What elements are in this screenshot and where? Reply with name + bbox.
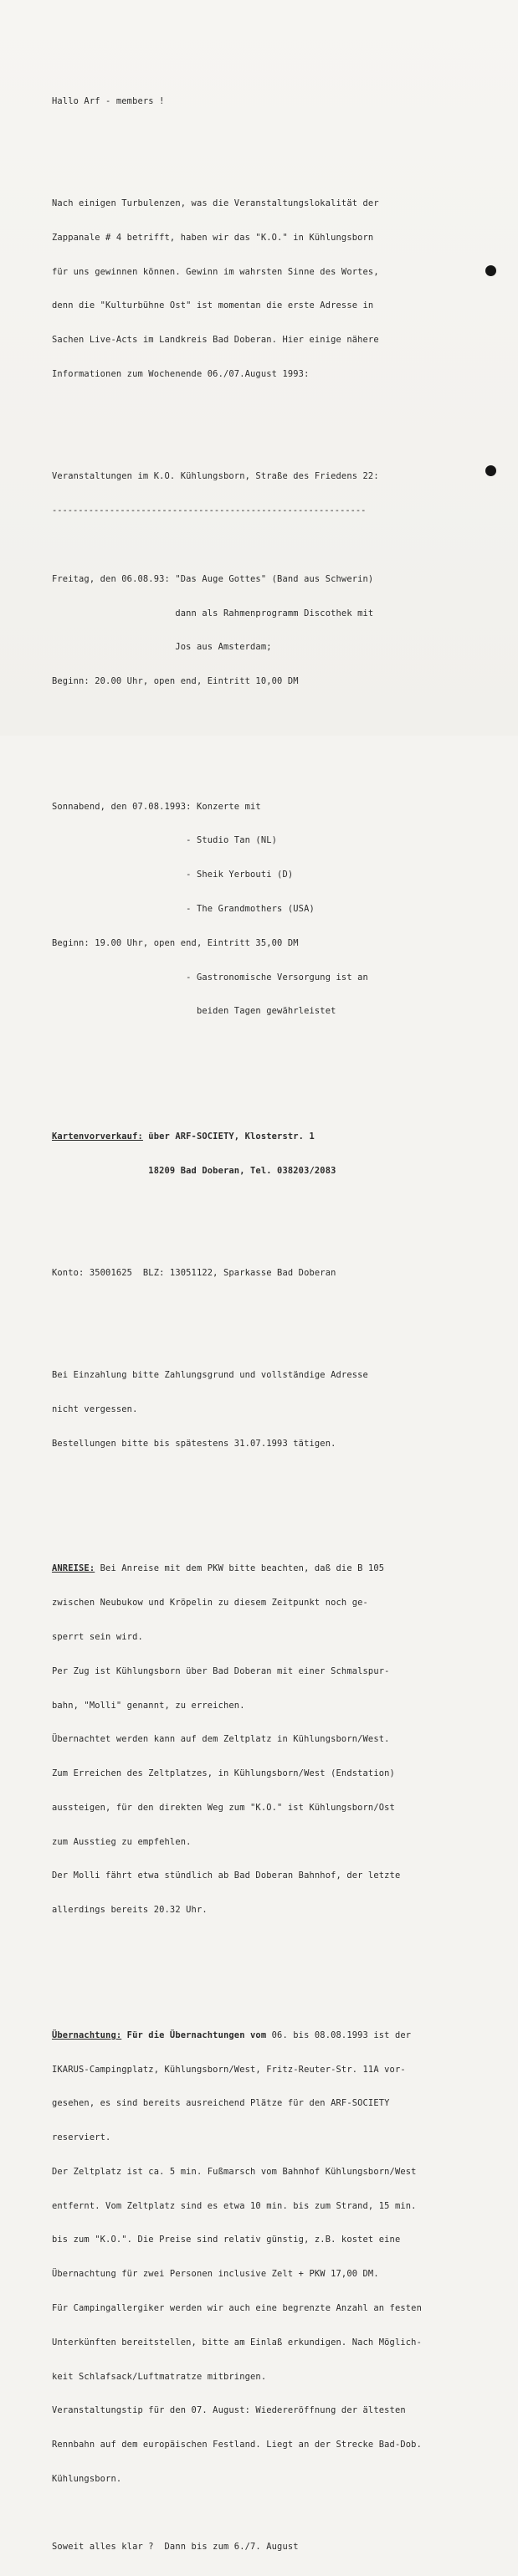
venue-line: Veranstaltungen im K.O. Kühlungsborn, Straße des Friedens 22: bbox=[52, 471, 379, 482]
uebernachtung-section: Übernachtung: Für die Übernachtungen vom 06. bis 08.08.1993 ist der IKARUS-Campingplatz, Kühlungsborn/West, Fritz-Reuter-Str. 11A vor- gesehen, es sind bereits ausreichend Plätze für den ARF-SOCIETY reserviert. Der Zeltplatz ist ca. 5 min. Fußmarsch vom Bahnhof Kühlungsborn/West entfernt. Vom Zeltplatz sind es etwa 10 min. bis zum Strand, 15 min. bis zum "K.O.". Die Preise sind relativ günstig, z.B. kostet eine Übernachtung für zwei Personen inclusive Zelt + PKW 17,00 DM. Für Campingallergiker werden wir auch eine begrenzte Anzahl an festen Unterkünften bereitstellen, bitte am Einlaß erkundigen. Nach Möglich- keit Schlafsack/Luftmatratze mitbringen. Veranstaltungstip für den 07. August: Wiedereröffnung der ältesten Rennbahn auf dem europäischen Festland. Liegt an der Strecke Bad-Dob. Kühlungsborn. bbox=[52, 2029, 422, 2484]
separator-line: ------------------------------------------------------------ bbox=[52, 505, 367, 516]
ticket-presale: Kartenvorverkauf: über ARF-SOCIETY, Klosterstr. 1 18209 Bad Doberan, Tel. 038203/2083 bbox=[52, 1131, 336, 1176]
letter-body bbox=[52, 62, 470, 2576]
closing-line: Soweit alles klar ? Dann bis zum 6./7. August bbox=[52, 2542, 299, 2553]
friday-program: Freitag, den 06.08.93: "Das Auge Gottes" (Band aus Schwerin) dann als Rahmenprogramm Discothek mit Jos aus Amsterdam; Beginn: 20.00 Uhr, open end, Eintritt 10,00 DM bbox=[52, 573, 374, 687]
anreise-section: ANREISE: Bei Anreise mit dem PKW bitte beachten, daß die B 105 zwischen Neubukow und Kröpelin zu diesem Zeitpunkt noch ge- sperrt sein wird. Per Zug ist Kühlungsborn über Bad Doberan mit einer Schmalspur- bahn, "Molli" genannt, zu erreichen. Übernachtet werden kann auf dem Zeltplatz in Kühlungsborn/West. Zum Erreichen des Zeltplatzes, in Kühlungsborn/West (Endstation) aussteigen, für den direkten Weg zum "K.O." ist Kühlungsborn/Ost zum Ausstieg zu empfehlen. Der Molli fährt etwa stündlich ab Bad Doberan Bahnhof, der letzte allerdings bereits 20.32 Uhr. bbox=[52, 1563, 401, 1916]
uebernachtung-label: Übernachtung: bbox=[52, 2029, 122, 2040]
intro-paragraph: Nach einigen Turbulenzen, was die Veranstaltungslokalität der Zappanale # 4 betrifft, haben wir das "K.O." in Kühlungsborn für uns gewinnen können. Gewinn im wahrsten Sinne des Wortes, denn die "Kulturbühne Ost" ist momentan die erste Adresse in Sachen Live-Acts im Landkreis Bad Doberan. Hier einige nähere Informationen zum Wochenende 06./07.August 1993: bbox=[52, 198, 379, 380]
punch-hole-upper bbox=[485, 265, 496, 276]
bank-details: Konto: 35001625 BLZ: 13051122, Sparkasse Bad Doberan bbox=[52, 1267, 336, 1278]
greeting: Hallo Arf - members ! bbox=[52, 95, 165, 106]
ticket-label: Kartenvorverkauf: bbox=[52, 1131, 143, 1142]
punch-hole-lower bbox=[485, 465, 496, 476]
saturday-program: Sonnabend, den 07.08.1993: Konzerte mit - Studio Tan (NL) - Sheik Yerbouti (D) - The Grandmothers (USA) Beginn: 19.00 Uhr, open end, Eintritt 35,00 DM - Gastronomische Versorgung ist an beiden Tagen gewährleistet bbox=[52, 801, 368, 1017]
anreise-label: ANREISE: bbox=[52, 1563, 95, 1574]
payment-notes: Bei Einzahlung bitte Zahlungsgrund und vollständige Adresse nicht vergessen. Bestellungen bitte bis spätestens 31.07.1993 tätigen. bbox=[52, 1370, 368, 1449]
